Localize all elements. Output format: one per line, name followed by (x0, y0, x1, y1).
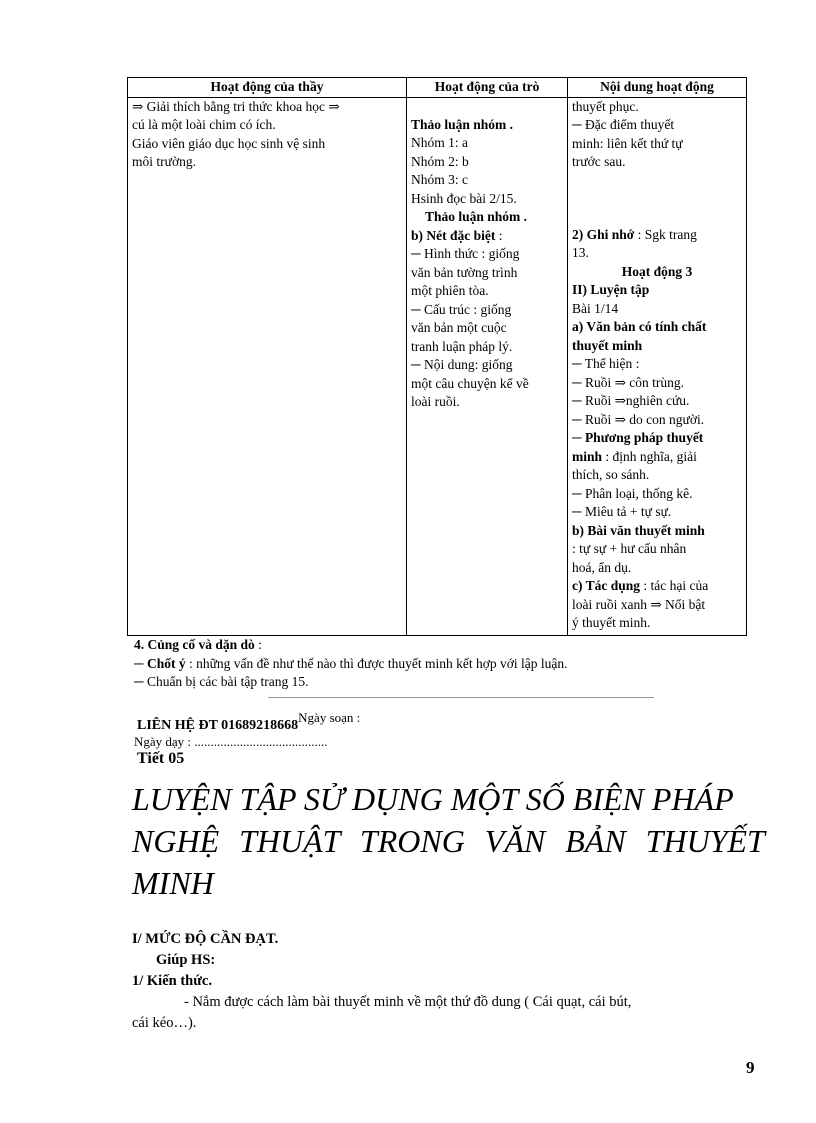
divider (268, 697, 654, 698)
table-row (128, 97, 747, 635)
objectives-section (132, 929, 762, 1034)
content-line: ─ Thể hiện : (572, 356, 640, 371)
content-line: hoá, ẩn dụ. (572, 559, 632, 575)
objectives-heading: I/ MỨC ĐỘ CẦN ĐẠT. (132, 931, 279, 947)
student-reads: Hsinh đọc bài 2/15. (411, 190, 517, 206)
remember-line: 2) Ghi nhớ : Sgk trang (572, 226, 697, 242)
teacher-activity-cell (128, 97, 407, 635)
exercise-label: Bài 1/14 (572, 300, 619, 316)
table-header-row (128, 78, 747, 98)
content-line: ─ Phương pháp thuyết (572, 430, 704, 445)
student-activity-cell (407, 97, 568, 635)
content-line: : tự sự + hư cấu nhân (572, 541, 687, 556)
group-1: Nhóm 1: a (411, 135, 468, 150)
student-line: tranh luận pháp lý. (411, 338, 513, 354)
group-3: Nhóm 3: c (411, 172, 468, 187)
teacher-line: cú là một loài chim có ích. (132, 117, 276, 132)
student-line: một câu chuyện kể về (411, 375, 529, 391)
practice-heading: II) Luyện tập (572, 282, 650, 297)
group-2: Nhóm 2: b (411, 153, 469, 169)
content-line: minh : định nghĩa, giải (572, 448, 697, 464)
content-line: thuyết phục. (572, 98, 639, 114)
student-line: văn bản một cuộc (411, 320, 507, 335)
lesson-activity-table (127, 77, 747, 636)
student-line: ─ Nội dung: giống (411, 357, 513, 372)
group-discussion-label: Thảo luận nhóm . (411, 116, 514, 132)
teacher-line: môi trường. (132, 154, 196, 169)
content-line: b) Bài văn thuyết minh (572, 522, 705, 538)
special-feature-heading: b) Nét đặc biệt : (411, 227, 503, 243)
content-line: ─ Miêu tả + tự sự. (572, 504, 672, 519)
conclusion-line: ─ Chốt ý : những vấn đề như thế nào thì được thuyết minh kết hợp với lập luận. (134, 655, 568, 671)
student-line: ─ Cấu trúc : giống (411, 301, 512, 317)
teacher-line: Giáo viên giáo dục học sinh vệ sinh (132, 135, 326, 151)
lesson-title (132, 778, 765, 904)
knowledge-heading: 1/ Kiến thức. (132, 973, 212, 989)
content-line: trước sau. (572, 154, 626, 169)
consolidation-section (134, 636, 568, 692)
lesson-period: Tiết 05 (137, 750, 185, 767)
preparation-date: Ngày soạn : (298, 710, 361, 725)
content-line: c) Tác dụng : tác hại của (572, 578, 709, 593)
title-line: LUYỆN TẬP SỬ DỤNG MỘT SỐ BIỆN PHÁP (132, 781, 734, 817)
content-line: loài ruồi xanh ⇒ Nổi bật (572, 596, 706, 612)
header-teacher-activity: Hoạt động của thầy (128, 78, 407, 98)
preparation-line: ─ Chuẩn bị các bài tập trang 15. (134, 674, 309, 689)
page-number: 9 (746, 1058, 755, 1077)
student-line: loài ruồi. (411, 394, 460, 409)
help-students: Giúp HS: (156, 952, 216, 968)
content-line: ý thuyết minh. (572, 615, 651, 630)
title-line: NGHỆ THUẬT TRONG VĂN BẢN THUYẾT (132, 823, 765, 859)
activity-content-cell (568, 97, 747, 635)
knowledge-line: - Nắm được cách làm bài thuyết minh về một thứ đồ dung ( Cái quạt, cái bút, (184, 994, 632, 1010)
teaching-date: Ngày dạy : ......................................... (134, 734, 328, 749)
content-line: ─ Ruồi ⇒nghiên cứu. (572, 393, 690, 408)
group-discussion-label-2: Thảo luận nhóm . (425, 209, 528, 224)
teacher-line: ⇒ Giải thích bằng tri thức khoa học ⇒ (132, 98, 340, 114)
content-line: ─ Phân loại, thống kê. (572, 485, 693, 501)
knowledge-line: cái kéo…). (132, 1015, 197, 1031)
content-line: 13. (572, 245, 589, 260)
header-student-activity: Hoạt động của trò (407, 78, 568, 98)
content-line: ─ Ruồi ⇒ côn trùng. (572, 374, 684, 390)
activity-3-heading: Hoạt động 3 (621, 263, 693, 279)
student-line: một phiên tòa. (411, 283, 489, 298)
contact-line: LIÊN HỆ ĐT 01689218668Ngày soạn : (137, 710, 361, 733)
content-line: ─ Đặc điểm thuyết (572, 117, 675, 132)
content-line: minh: liên kết thứ tự (572, 135, 683, 151)
title-line: MINH (132, 865, 214, 901)
content-line: ─ Ruồi ⇒ do con người. (572, 411, 705, 427)
consolidation-heading: 4. Củng cố và dặn dò : (134, 637, 262, 652)
content-line: a) Văn bản có tính chất (572, 319, 707, 334)
header-activity-content: Nội dung hoạt động (568, 78, 747, 98)
content-line: thích, so sánh. (572, 467, 650, 482)
student-line: văn bản tường trình (411, 264, 518, 280)
student-line: ─ Hình thức : giống (411, 246, 520, 261)
content-line: thuyết minh (572, 337, 643, 353)
